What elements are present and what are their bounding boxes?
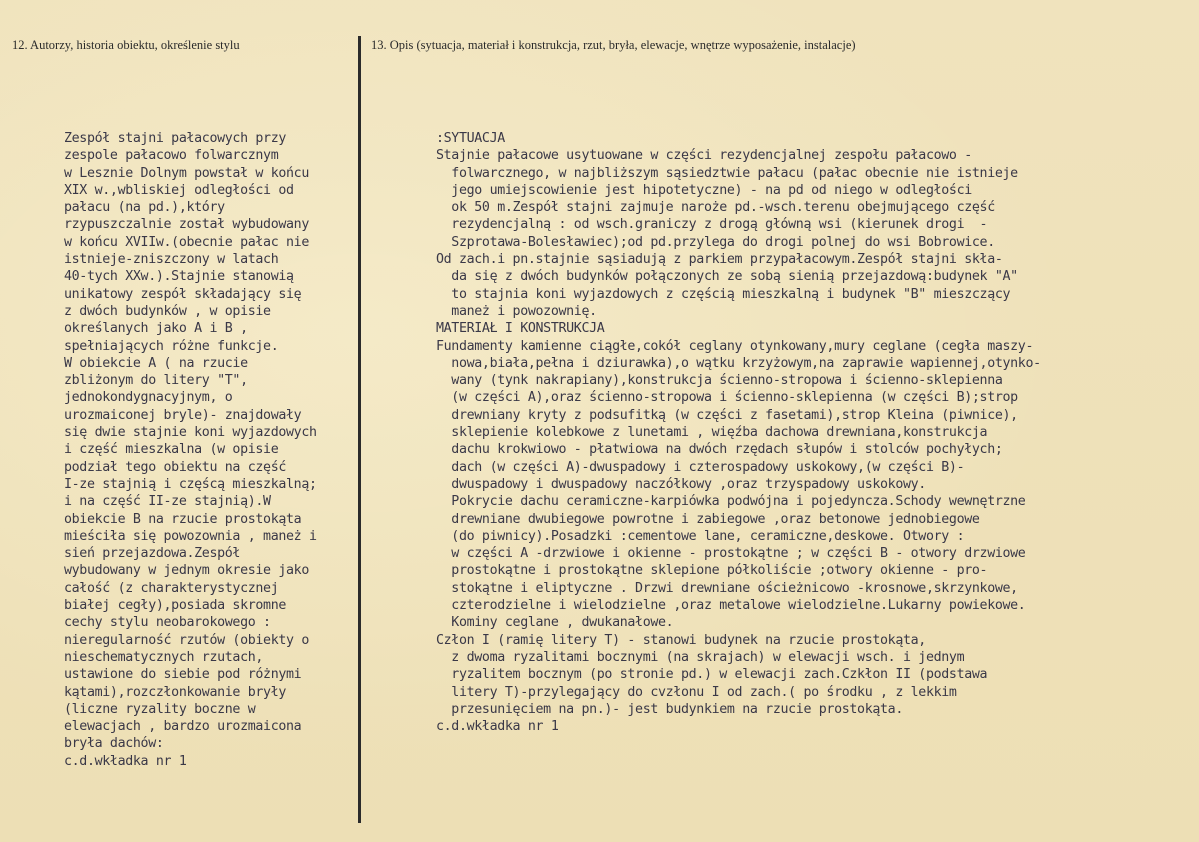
right-column-line: Stajnie pałacowe usytuowane w części rezydencjalnej zespołu pałacowo - xyxy=(436,148,972,164)
left-column-line: cechy stylu neobarokowego : xyxy=(64,615,271,631)
left-column-line: Zespół stajni pałacowych przy xyxy=(64,131,287,146)
left-column-line: unikatowy zespół składający się xyxy=(64,286,302,302)
right-column-line: Kominy ceglane , dwukanałowe. xyxy=(436,615,674,631)
left-column-line: i część mieszkalna (w opisie xyxy=(64,442,279,458)
section-12-header: 12. Autorzy, historia obiektu, określenie stylu xyxy=(12,38,240,52)
right-column-line: to stajnia koni wyjazdowych z częścią mieszkalną i budynek "B" mieszczący xyxy=(436,286,1011,302)
left-column-line: zespole pałacowo folwarcznym xyxy=(64,148,279,164)
left-column-line: istnieje-zniszczony w latach xyxy=(64,252,279,268)
right-column-line: :SYTUACJA xyxy=(436,131,505,146)
right-column-text xyxy=(436,130,1041,735)
left-column-line: wybudowany w jednym okresie jako xyxy=(64,563,309,579)
right-column-line: nowa,biała,pełna i dziurawka),o wątku krzyżowym,na zaprawie wapiennej,otynko- xyxy=(436,355,1041,371)
left-column-line: całość (z charakterystycznej xyxy=(64,580,279,596)
right-column-line: przesunięciem na pn.)- jest budynkiem na rzucie prostokąta. xyxy=(436,701,903,717)
left-column-line: i na część II-ze stajnią).W xyxy=(64,494,271,510)
right-column-line: drewniane dwubiegowe powrotne i zabiegowe ,oraz betonowe jednobiegowe xyxy=(436,511,980,527)
left-column-line: zbliżonym do litery "T", xyxy=(64,373,248,389)
right-column-line: sklepienie kolebkowe z lunetami , więźba dachowa drewniana,konstrukcja xyxy=(436,425,988,441)
right-column-line: drewniany kryty z podsufitką (w części z fasetami),strop Kleina (piwnice), xyxy=(436,407,1018,423)
right-column-line: wany (tynk nakrapiany),konstrukcja ścienno-stropowa i ścienno-sklepienna xyxy=(436,373,1003,389)
left-column-line: urozmaiconej bryle)- znajdowały xyxy=(64,407,302,423)
left-column-line: obiekcie B na rzucie prostokąta xyxy=(64,511,302,527)
right-column-line: folwarcznego, w najbliższym sąsiedztwie pałacu (pałac obecnie nie istnieje xyxy=(436,165,1018,181)
left-column-line: nieregularność rzutów (obiekty o xyxy=(64,632,309,648)
right-column-line: da się z dwóch budynków połączonych ze sobą sienią przejazdową:budynek "A" xyxy=(436,269,1018,285)
left-column-line: (liczne ryzality boczne w xyxy=(64,701,256,717)
right-column-line: z dwoma ryzalitami bocznymi (na skrajach) w elewacji wsch. i jednym xyxy=(436,649,965,665)
right-column-line: Fundamenty kamienne ciągłe,cokół ceglany otynkowany,mury ceglane (cegła maszy- xyxy=(436,338,1034,354)
right-column-line: w części A -drzwiowe i okienne - prostokątne ; w części B - otwory drzwiowe xyxy=(436,546,1026,562)
left-column-line: określanych jako A i B , xyxy=(64,321,248,337)
right-column-line: rezydencjalną : od wsch.graniczy z drogą główną wsi (kierunek drogi - xyxy=(436,217,988,233)
left-column-line: sień przejazdowa.Zespół xyxy=(64,546,241,562)
right-column-line: maneż i powozownię. xyxy=(436,303,597,319)
right-column-line: Szprotawa-Bolesławiec);od pd.przylega do drogi polnej do wsi Bobrowice. xyxy=(436,234,995,250)
left-column-line: rzypuszczalnie został wybudowany xyxy=(64,217,309,233)
right-column-line: prostokątne i prostokątne sklepione półkoliście ;otwory okienne - pro- xyxy=(436,563,988,579)
left-column-line: w Lesznie Dolnym powstał w końcu xyxy=(64,165,309,181)
left-column-line: W obiekcie A ( na rzucie xyxy=(64,355,248,371)
right-column-line: dachu krokwiowo - płatwiowa na dwóch rzędach słupów i stolców pochyłych; xyxy=(436,442,1003,458)
left-column-line: białej cegły),posiada skromne xyxy=(64,598,287,614)
right-column-line: czterodzielne i wielodzielne ,oraz metalowe wielodzielne.Lukarny powiekowe. xyxy=(436,598,1026,614)
left-column-line: kątami),rozczłonkowanie bryły xyxy=(64,684,287,700)
right-column-line: dach (w części A)-dwuspadowy i czterospadowy uskokowy,(w części B)- xyxy=(436,459,965,475)
right-column-line: Pokrycie dachu ceramiczne-karpiówka podwójna i pojedyncza.Schody wewnętrzne xyxy=(436,494,1026,510)
left-column-line: XIX w.,wbliskiej odległości od xyxy=(64,182,294,198)
left-column-line: podział tego obiektu na część xyxy=(64,459,287,475)
right-column-line: ryzalitem bocznym (po stronie pd.) w elewacji zach.Czkłon II (podstawa xyxy=(436,667,988,683)
right-column-line: dwuspadowy i dwuspadowy naczółkowy ,oraz trzyspadowy uskokowy. xyxy=(436,476,926,492)
left-column-line: ustawione do siebie pod różnymi xyxy=(64,667,302,683)
left-column-line: mieściła się powozownia , maneż i xyxy=(64,528,317,544)
right-column-line: litery T)-przylegający do cvzłonu I od zach.( po środku , z lekkim xyxy=(436,684,957,700)
right-column-line: c.d.wkładka nr 1 xyxy=(436,719,559,735)
left-column-line: spełniających różne funkcje. xyxy=(64,338,279,354)
left-column-line: pałacu (na pd.),który xyxy=(64,200,225,216)
right-column-line: Od zach.i pn.stajnie sąsiadują z parkiem przypałacowym.Zespół stajni skła- xyxy=(436,252,1003,268)
right-column-line: (do piwnicy).Posadzki :cementowe lane, ceramiczne,deskowe. Otwory : xyxy=(436,528,965,544)
right-column-line: Człon I (ramię litery T) - stanowi budynek na rzucie prostokąta, xyxy=(436,632,926,648)
column-divider xyxy=(358,36,361,823)
right-column-line: ok 50 m.Zespół stajni zajmuje naroże pd.-wsch.terenu obejmującego część xyxy=(436,200,995,216)
left-column-line: nieschematycznych rzutach, xyxy=(64,649,264,665)
left-column-line: elewacjach , bardzo urozmaicona xyxy=(64,719,302,735)
left-column-line: I-ze stajnią i częścą mieszkalną; xyxy=(64,476,317,492)
left-column-line: się dwie stajnie koni wyjazdowych xyxy=(64,425,317,441)
left-column-line: w końcu XVIIw.(obecnie pałac nie xyxy=(64,234,309,250)
left-column-line: bryła dachów: xyxy=(64,736,164,752)
left-column-line: jednokondygnacyjnym, o xyxy=(64,390,233,406)
left-column-line: 40-tych XXw.).Stajnie stanowią xyxy=(64,269,294,285)
right-column-line: jego umiejscowienie jest hipotetyczne) - na pd od niego w odległości xyxy=(436,182,972,198)
left-column-line: c.d.wkładka nr 1 xyxy=(64,753,187,769)
section-13-header: 13. Opis (sytuacja, materiał i konstrukcja, rzut, bryła, elewacje, wnętrze wyposażenie, instalacje) xyxy=(371,38,856,52)
left-column-text xyxy=(64,130,317,770)
right-column-line: (w części A),oraz ścienno-stropowa i ścienno-sklepienna (w części B);strop xyxy=(436,390,1018,406)
left-column-line: z dwóch budynków , w opisie xyxy=(64,303,271,319)
right-column-line: stokątne i eliptyczne . Drzwi drewniane ościeżnicowo -krosnowe,skrzynkowe, xyxy=(436,580,1018,596)
right-column-line: MATERIAŁ I KONSTRUKCJA xyxy=(436,321,605,337)
